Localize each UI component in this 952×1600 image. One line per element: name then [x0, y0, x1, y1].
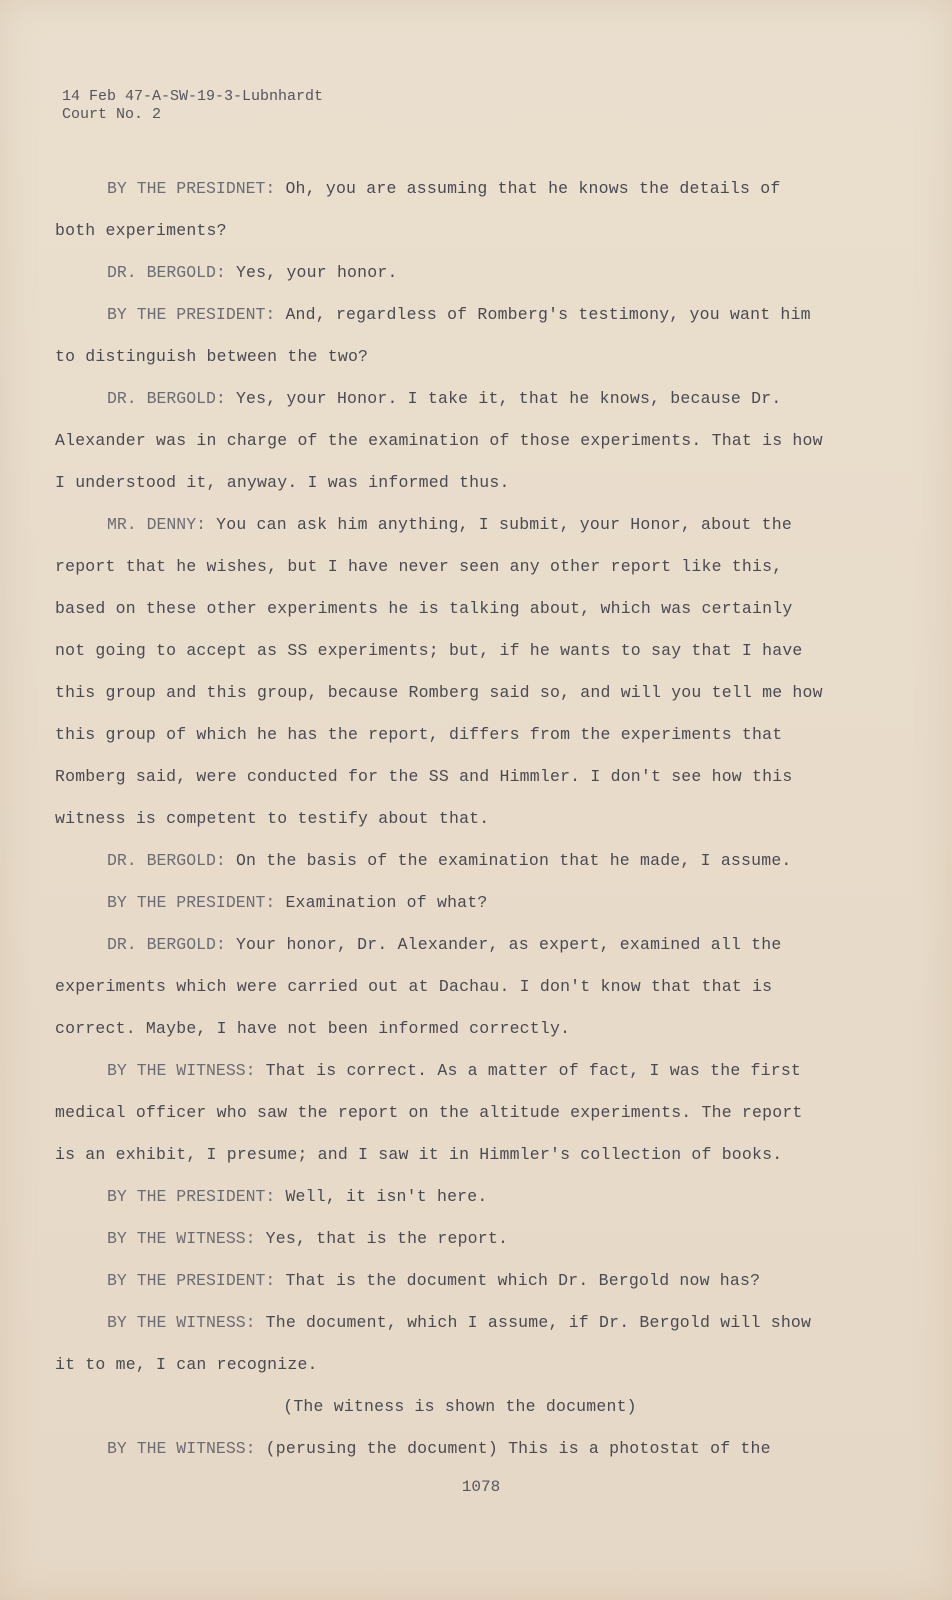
- utterance-text: Yes, your honor.: [235, 263, 398, 282]
- utterance-text: On the basis of the examination that he made, I assume.: [235, 851, 792, 870]
- speaker-label: BY THE WITNESS:: [107, 1439, 256, 1458]
- utterance-text: The document, which I assume, if Dr. Bergold will show it to me, I can recognize.: [55, 1313, 812, 1374]
- utterance-text: Examination of what?: [285, 893, 488, 912]
- utterance-text: Oh, you are assuming that he knows the details of both experiments?: [55, 179, 781, 240]
- utterance-text: Your honor, Dr. Alexander, as expert, examined all the experiments which were carried out at Dachau. I don't know that that is correct. Maybe, I have not been informed correctly.: [55, 935, 782, 1038]
- speaker-label: DR. BERGOLD:: [107, 263, 226, 282]
- speaker-label: MR. DENNY:: [107, 515, 207, 534]
- transcript-paragraph: [55, 840, 825, 882]
- speaker-label: BY THE PRESIDENT:: [107, 1187, 276, 1206]
- utterance-text: And, regardless of Romberg's testimony, you want him to distinguish between the two?: [55, 305, 811, 366]
- utterance-text: That is correct. As a matter of fact, I was the first medical officer who saw the report on the altitude experiments. The report is an exhibit, I presume; and I saw it in Himmler's collection of books.: [55, 1061, 803, 1164]
- utterance-text: Well, it isn't here.: [285, 1187, 488, 1206]
- transcript-paragraph: [55, 168, 825, 252]
- transcript-paragraph: [55, 1176, 825, 1218]
- speaker-label: DR. BERGOLD:: [107, 389, 226, 408]
- speaker-label: BY THE PRESIDNET:: [107, 179, 276, 198]
- transcript-paragraph: [55, 1050, 825, 1176]
- transcript-paragraph: [55, 294, 825, 378]
- speaker-label: BY THE PRESIDENT:: [107, 1271, 276, 1290]
- transcript-paragraph: [55, 1260, 825, 1302]
- transcript-paragraph: [55, 378, 825, 504]
- transcript-paragraph: [55, 252, 825, 294]
- utterance-text: (perusing the document) This is a photostat of the: [265, 1439, 771, 1458]
- speaker-label: BY THE WITNESS:: [107, 1313, 256, 1332]
- transcript-paragraph: [55, 504, 825, 840]
- transcript-body: [55, 168, 825, 1470]
- header-court-number: Court No. 2: [62, 106, 162, 123]
- speaker-label: BY THE WITNESS:: [107, 1229, 256, 1248]
- speaker-label: DR. BERGOLD:: [107, 935, 226, 954]
- speaker-label: BY THE PRESIDENT:: [107, 305, 276, 324]
- header-date-reference: 14 Feb 47-A-SW-19-3-Lubnhardt: [62, 88, 324, 105]
- utterance-text: Yes, your Honor. I take it, that he knows, because Dr. Alexander was in charge of the examination of those experiments. That is how I understood it, anyway. I was informed thus.: [55, 389, 823, 492]
- page-header: [62, 88, 323, 124]
- utterance-text: You can ask him anything, I submit, your Honor, about the report that he wishes, but I have never seen any other report like this, based on these other experiments he is talking about, which was certainly not going to accept as SS experiments; but, if he wants to say that I have this group and this group, because Romberg said so, and will you tell me how this group of which he has the report, differs from the experiments that Romberg said, were conducted for the SS and Himmler. I don't see how this witness is competent to testify about that.: [55, 515, 823, 828]
- transcript-paragraph: [55, 882, 825, 924]
- stage-direction: (The witness is shown the document): [283, 1397, 637, 1416]
- transcript-paragraph: [55, 1302, 825, 1386]
- speaker-label: BY THE PRESIDENT:: [107, 893, 276, 912]
- transcript-paragraph-final: [55, 1428, 825, 1470]
- page-number: 1078: [461, 1478, 501, 1496]
- transcript-paragraph: [55, 924, 825, 1050]
- utterance-text: Yes, that is the report.: [265, 1229, 509, 1248]
- transcript-paragraph: [55, 1218, 825, 1260]
- speaker-label: DR. BERGOLD:: [107, 851, 226, 870]
- utterance-text: That is the document which Dr. Bergold now has?: [285, 1271, 761, 1290]
- speaker-label: BY THE WITNESS:: [107, 1061, 256, 1080]
